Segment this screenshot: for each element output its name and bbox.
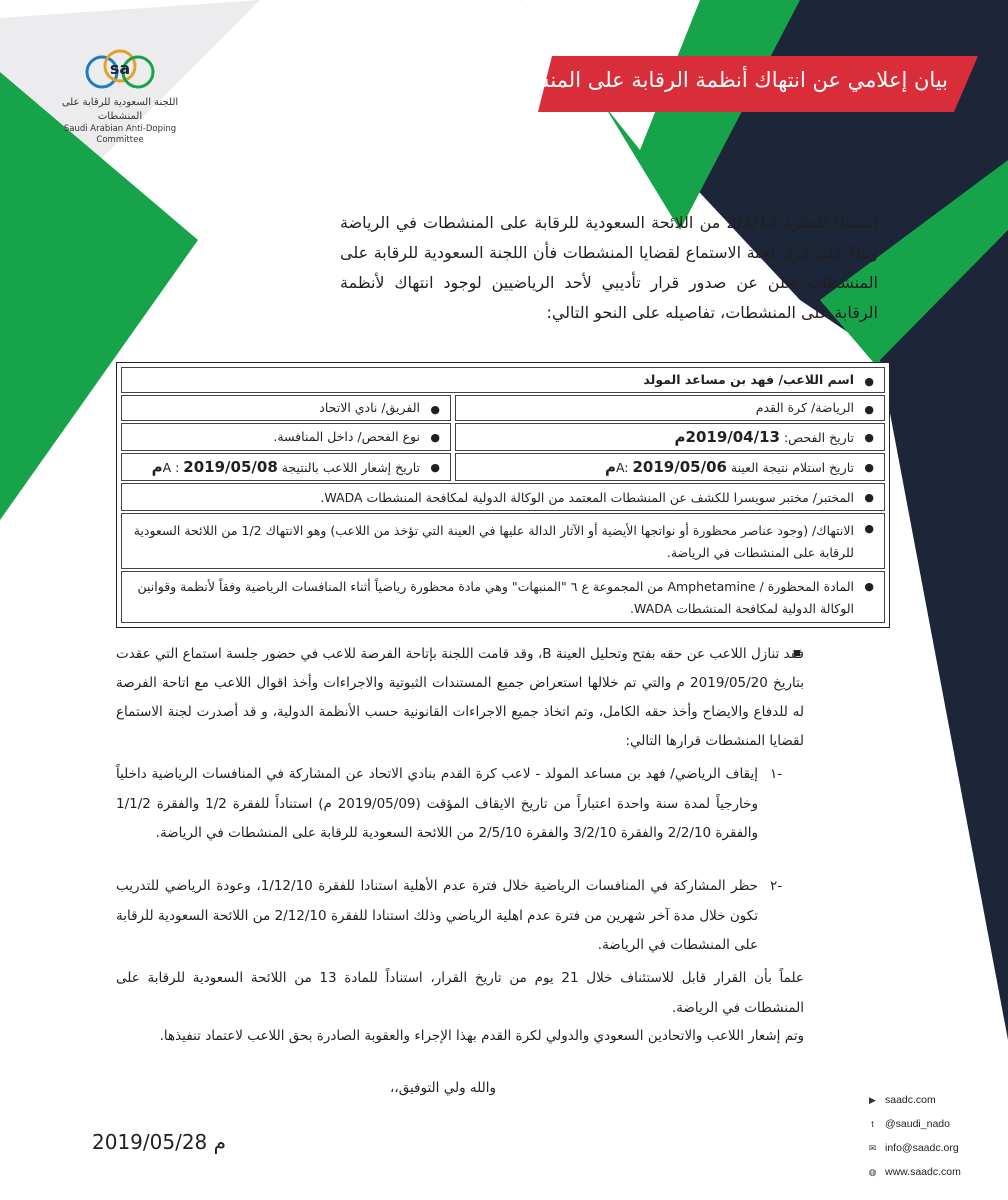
team: الفريق/ نادي الاتحاد	[319, 400, 420, 415]
email-icon: ✉	[868, 1142, 877, 1153]
closing-line: والله ولي التوفيق،،	[390, 1080, 496, 1096]
decision-item-1: إيقاف الرياضي/ فهد بن مساعد المولد - لاعب كرة القدم بنادي الاتحاد عن المشاركة في المنافسات الرياضية داخلياً وخارجياً لمدة سنة واحدة اعتباراً من تاريخ الايقاف المؤقت (2019/05/09 م) استناداً للفقرة 1/2 والفقرة 1/1/2 والفقرة 2/2/10 والفقرة 3/2/10 والفقرة 2/5/10 من اللائحة السعودية للرقابة على المنشطات في الرياضة.	[116, 766, 758, 841]
team-cell: ● الفريق/ نادي الاتحاد	[121, 395, 451, 421]
sport-cell: ● الرياضة/ كرة القدم	[455, 395, 885, 421]
test-date-cell: ● تاريخ الفحص: 2019/04/13م	[455, 423, 885, 451]
contact-youtube[interactable]	[866, 1088, 961, 1112]
test-date-label: تاريخ الفحص:	[783, 430, 854, 445]
lab-cell: ● المختبر/ مختبر سويسرا للكشف عن المنشطات المعتمد من الوكالة الدولية لمكافحة المنشطات WADA.	[121, 483, 885, 511]
document-date: 2019/05/28 م	[92, 1130, 227, 1154]
web-icon: ◍	[868, 1166, 877, 1177]
logo-mark-icon	[80, 44, 160, 94]
result-receipt-label: تاريخ استلام نتيجة العينة A:	[615, 460, 854, 475]
notify-date: 2019/05/08م	[151, 458, 278, 476]
intro-paragraph: استناداً للفقرة 2/3/14 من اللائحة السعودية للرقابة على المنشطات في الرياضة وبناءً على قرار لجنة الاستماع لقضايا المنشطات فأن اللجنة السعودية للرقابة على المنشطات تعلن عن صدور قرار تأديبي لأحد الرياضيين لوجود انتهاك لأنظمة الرقابة على المنشطات، تفاصيله على النحو التالي:	[340, 213, 878, 322]
result-receipt-date: 2019/05/06م	[604, 458, 727, 476]
notify-cell: ● تاريخ إشعار اللاعب بالنتيجة A : 2019/05/08م	[121, 453, 451, 481]
contact-web-text: www.saadc.com	[885, 1166, 961, 1178]
youtube-icon: ▶	[869, 1094, 876, 1105]
logo-name-en: Saudi Arabian Anti-Doping Committee	[63, 124, 177, 145]
violation-cell: ● الانتهاك/ (وجود عناصر محظورة أو نواتجها الأيضية أو الآثار الدالة عليها في العينة التي تؤخذ من اللاعب) وهو الانتهاك 1/2 من اللائحة السعودية للرقابة على المنشطات في الرياضة.	[121, 513, 885, 569]
player-cell: ● اسم اللاعب/ فهد بن مساعد المولد	[121, 367, 885, 393]
logo-mark-text: sa	[109, 59, 131, 78]
substance-cell: ● المادة المحظورة / Amphetamine من المجموعة ع ٦ "المنبهات" وهي مادة محظورة رياضياً أثناء المنافسات الرياضية وفقاً لأنظمة وقوانين الوكالة الدولية لمكافحة المنشطات WADA.	[121, 571, 885, 623]
item2-number: -٢	[770, 878, 783, 894]
contact-list	[866, 1088, 961, 1184]
violation: الانتهاك/ (وجود عناصر محظورة أو نواتجها الأيضية أو الآثار الدالة عليها في العينة التي تؤخذ من اللاعب) وهو الانتهاك 1/2 من اللائحة السعودية للرقابة على المنشطات في الرياضة.	[133, 523, 854, 560]
contact-web[interactable]	[866, 1160, 961, 1184]
notify-label: تاريخ إشعار اللاعب بالنتيجة A :	[162, 460, 420, 475]
logo-name-ar: اللجنة السعودية للرقابة على المنشطات	[61, 97, 179, 122]
test-date: 2019/04/13م	[674, 428, 780, 446]
contact-email[interactable]	[866, 1136, 961, 1160]
decision-item-2: حظر المشاركة في المنافسات الرياضية خلال فترة عدم الأهلية استنادا للفقرة 1/12/10، وعودة الرياضي للتدريب تكون خلال مدة آخر شهرين من فترة عدم اهلية الرياضي وذلك استنادا للفقرة 2/12/10 من اللائحة السعودية للرقابة على المنشطات في الرياضة.	[116, 878, 759, 953]
lab: المختبر/ مختبر سويسرا للكشف عن المنشطات المعتمد من الوكالة الدولية لمكافحة المنشطات WADA.	[320, 490, 854, 505]
item1-number: -١	[770, 766, 783, 782]
twitter-icon: t	[871, 1119, 874, 1129]
substance: المادة المحظورة / Amphetamine من المجموعة ع ٦ "المنبهات" وهي مادة محظورة رياضياً أثناء المنافسات الرياضية وفقاً لأنظمة وقوانين الوكالة الدولية لمكافحة المنشطات WADA.	[137, 579, 854, 616]
contact-youtube-text: saadc.com	[885, 1094, 936, 1106]
decision-paragraph: فقد تنازل اللاعب عن حقه بفتح وتحليل العينة B، وقد قامت اللجنة بإتاحة الفرصة للاعب في حضور جلسة استماع التي عقدت بتاريخ 2019/05/20 م والتي تم خلالها استعراض جميع المستندات الثبوتية والاجراءات وأخذ اقوال اللاعب مع اتاحة الفرصة له للدفاع والايضاح وأخذ حقه الكامل، وتم اتخاذ جميع الاجراءات القانونية حسب الأنظمة الدولية، و قد أصدرت لجنة الاستماع لقضايا المنشطات قرارها التالي:	[116, 646, 805, 749]
committee-logo	[40, 44, 200, 146]
appeal-note: علماً بأن القرار قابل للاستئناف خلال 21 يوم من تاريخ القرار، استناداً للمادة 13 من اللائحة السعودية للرقابة على المنشطات في الرياضة.	[116, 970, 804, 1016]
details-table	[116, 362, 890, 628]
contact-twitter[interactable]	[866, 1112, 961, 1136]
sport: الرياضة/ كرة القدم	[755, 400, 854, 415]
player-name: اسم اللاعب/ فهد بن مساعد المولد	[643, 372, 854, 387]
notify-note: وتم إشعار اللاعب والاتحادين السعودي والدولي لكرة القدم بهذا الإجراء والعقوبة الصادرة بحق اللاعب لاعتماد تنفيذها.	[159, 1028, 804, 1044]
banner-title: بيان إعلامي عن انتهاك أنظمة الرقابة على المنشطات	[488, 68, 948, 92]
title-banner	[488, 56, 978, 112]
test-type: نوع الفحص/ داخل المنافسة.	[273, 429, 420, 444]
contact-email-text: info@saadc.org	[885, 1142, 959, 1154]
contact-twitter-text: @saudi_nado	[885, 1118, 950, 1130]
bg-navy-right	[880, 230, 1008, 1040]
result-receipt-cell: ● تاريخ استلام نتيجة العينة A: 2019/05/06م	[455, 453, 885, 481]
test-type-cell: ● نوع الفحص/ داخل المنافسة.	[121, 423, 451, 451]
